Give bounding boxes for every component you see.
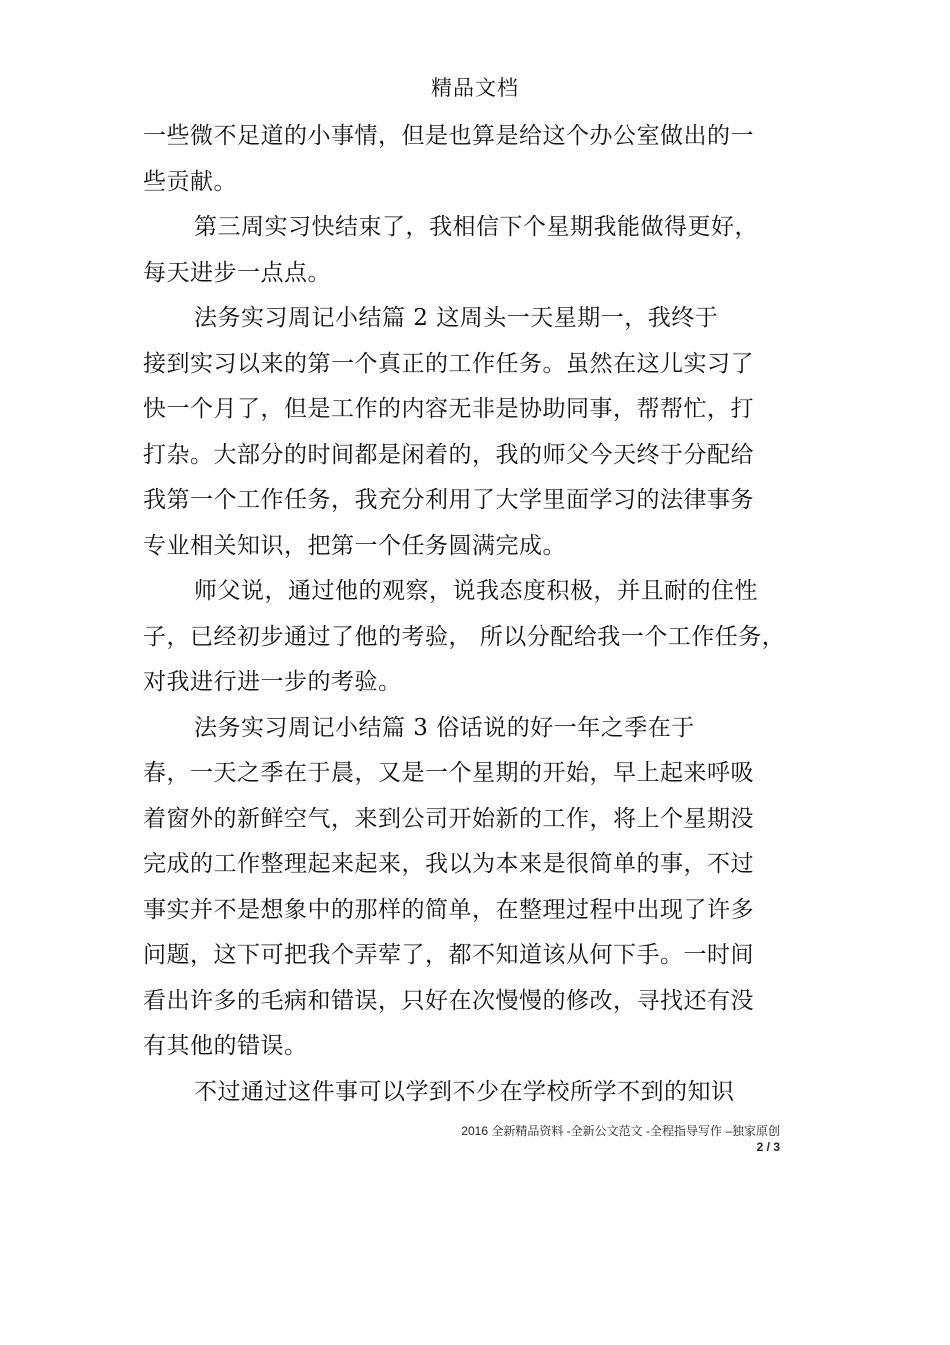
text-line: 有其他的错误。	[143, 1033, 308, 1059]
text-line: 第三周实习快结束了，我相信下个星期我能做得更好，	[194, 214, 758, 240]
section-heading-line: 法务实习周记小结篇 2 这周头一天星期一，我终于	[194, 305, 719, 331]
text-line: 子，已经初步通过了他的考验， 所以分配给我一个工作任务，	[143, 623, 786, 650]
text-line: 师父说，通过他的观察，说我态度积极，并且耐的住性	[194, 578, 758, 604]
text-line: 春，一天之季在于晨，又是一个星期的开始，早上起来呼吸	[143, 760, 754, 786]
text-line: 专业相关知识，把第一个任务圆满完成。	[143, 532, 566, 559]
page-number: 2 / 3	[756, 1140, 780, 1154]
text-line: 不过通过这件事可以学到不少在学校所学不到的知识	[194, 1078, 735, 1105]
text-line: 看出许多的毛病和错误，只好在次慢慢的修改，寻找还有没	[143, 987, 754, 1014]
footer-note: 2016 全新精品资料 -全新公文范文 -全程指导写作 –独家原创	[461, 1124, 780, 1138]
page-footer	[461, 1123, 780, 1155]
text-line: 快一个月了，但是工作的内容无非是协助同事，帮帮忙，打	[143, 396, 754, 422]
text-line: 完成的工作整理起来起来，我以为本来是很简单的事，不过	[143, 851, 754, 877]
text-line: 对我进行进一步的考验。	[143, 669, 402, 695]
text-line: 每天进步一点点。	[143, 259, 331, 286]
text-line: 我第一个工作任务，我充分利用了大学里面学习的法律事务	[143, 487, 754, 513]
text-line: 打杂。大部分的时间都是闲着的，我的师父今天终于分配给	[143, 441, 754, 468]
text-line: 事实并不是想象中的那样的简单，在整理过程中出现了许多	[143, 896, 754, 923]
text-line: 些贡献。	[143, 168, 237, 195]
section-heading-line: 法务实习周记小结篇 3 俗话说的好一年之季在于	[194, 714, 695, 741]
text-line: 问题，这下可把我个弄荤了，都不知道该从何下手。一时间	[143, 942, 754, 968]
text-line: 着窗外的新鲜空气，来到公司开始新的工作，将上个星期没	[143, 805, 754, 832]
text-line: 一些微不足道的小事情，但是也算是给这个办公室做出的一	[143, 123, 754, 149]
page-header: 精品文档	[431, 76, 519, 100]
document-body	[143, 118, 793, 1119]
text-line: 接到实习以来的第一个真正的工作任务。虽然在这儿实习了	[143, 350, 754, 377]
